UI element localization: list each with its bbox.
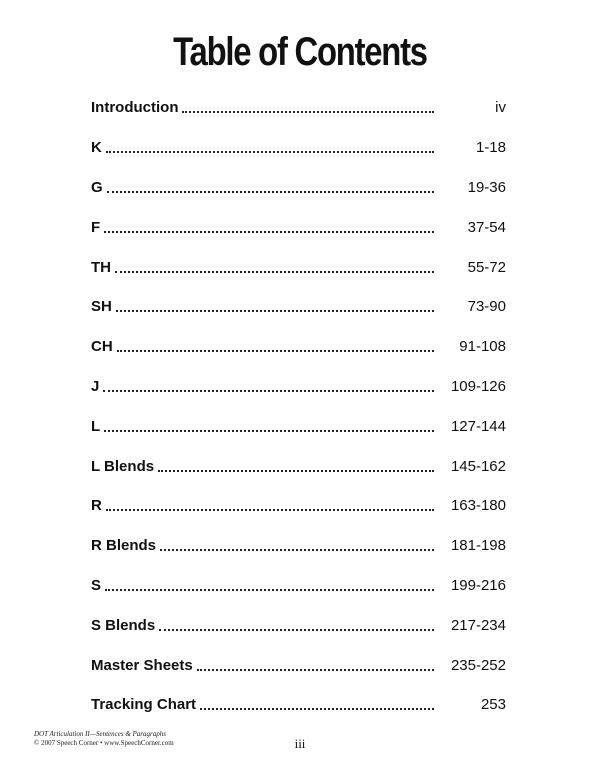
toc-entry-page: 1-18 [475, 139, 506, 157]
toc-entry-g[interactable] [91, 168, 506, 208]
footer-book-title: DOT Articulation II—Sentences & Paragraphs [34, 730, 166, 738]
toc-entry-label: J [91, 377, 100, 395]
toc-entry-label: S Blends [91, 616, 156, 634]
dot-leader [116, 295, 434, 312]
toc-entry-page: 91-108 [459, 338, 506, 356]
toc-entry-r-blends[interactable] [91, 526, 506, 566]
toc-entry-page: 145-162 [450, 457, 506, 475]
toc-entry-f[interactable] [91, 207, 506, 247]
toc-entry-page: 73-90 [467, 298, 506, 316]
dot-leader [117, 335, 434, 352]
dot-leader [158, 455, 434, 472]
toc-entry-r[interactable] [91, 486, 506, 526]
dot-leader [106, 136, 434, 153]
toc-entry-page: 37-54 [467, 218, 506, 236]
toc-entry-label: Master Sheets [91, 656, 193, 674]
toc-entry-page: 19-36 [467, 178, 506, 196]
dot-leader [106, 494, 434, 511]
toc-entry-label: R [91, 497, 102, 515]
toc-entry-page: 199-216 [450, 576, 506, 594]
toc-entry-label: SH [91, 298, 112, 316]
toc-entry-l-blends[interactable] [91, 446, 506, 486]
footer-copyright: © 2007 Speech Corner • www.SpeechCorner.com [34, 739, 174, 747]
toc-entry-tracking-chart[interactable] [91, 685, 506, 725]
toc-entry-s-blends[interactable] [91, 605, 506, 645]
toc-entry-label: K [91, 139, 102, 157]
toc-entry-page: 253 [480, 696, 506, 714]
toc-entry-sh[interactable] [91, 287, 506, 327]
toc-entry-th[interactable] [91, 247, 506, 287]
toc-entry-page: 109-126 [450, 377, 506, 395]
dot-leader [104, 415, 434, 432]
toc-list [91, 88, 506, 725]
dot-leader [103, 375, 434, 392]
dot-leader [200, 693, 434, 710]
toc-entry-page: 217-234 [450, 616, 506, 634]
toc-entry-page: 55-72 [467, 258, 506, 276]
toc-entry-label: R Blends [91, 537, 157, 555]
toc-entry-label: L [91, 417, 101, 435]
toc-entry-page: iv [495, 99, 506, 117]
toc-entry-label: F [91, 218, 101, 236]
toc-entry-label: TH [91, 258, 111, 276]
toc-entry-label: L Blends [91, 457, 155, 475]
page-title: Table of Contents [173, 30, 427, 74]
toc-entry-j[interactable] [91, 367, 506, 407]
toc-entry-introduction[interactable] [91, 88, 506, 128]
dot-leader [105, 574, 434, 591]
toc-entry-k[interactable] [91, 128, 506, 168]
dot-leader [107, 176, 434, 193]
toc-entry-label: Tracking Chart [91, 696, 197, 714]
toc-entry-page: 181-198 [450, 537, 506, 555]
dot-leader [159, 614, 434, 631]
dot-leader [197, 654, 434, 671]
dot-leader [160, 534, 434, 551]
toc-entry-s[interactable] [91, 566, 506, 606]
toc-entry-master-sheets[interactable] [91, 645, 506, 685]
dot-leader [182, 96, 434, 113]
toc-entry-ch[interactable] [91, 327, 506, 367]
toc-entry-label: Introduction [91, 99, 179, 117]
toc-entry-label: G [91, 178, 103, 196]
toc-entry-page: 235-252 [450, 656, 506, 674]
dot-leader [115, 256, 434, 273]
toc-entry-page: 127-144 [450, 417, 506, 435]
toc-entry-label: S [91, 576, 102, 594]
toc-entry-l[interactable] [91, 406, 506, 446]
page-number: iii [294, 736, 306, 751]
toc-entry-label: CH [91, 338, 113, 356]
dot-leader [104, 216, 434, 233]
toc-entry-page: 163-180 [450, 497, 506, 515]
